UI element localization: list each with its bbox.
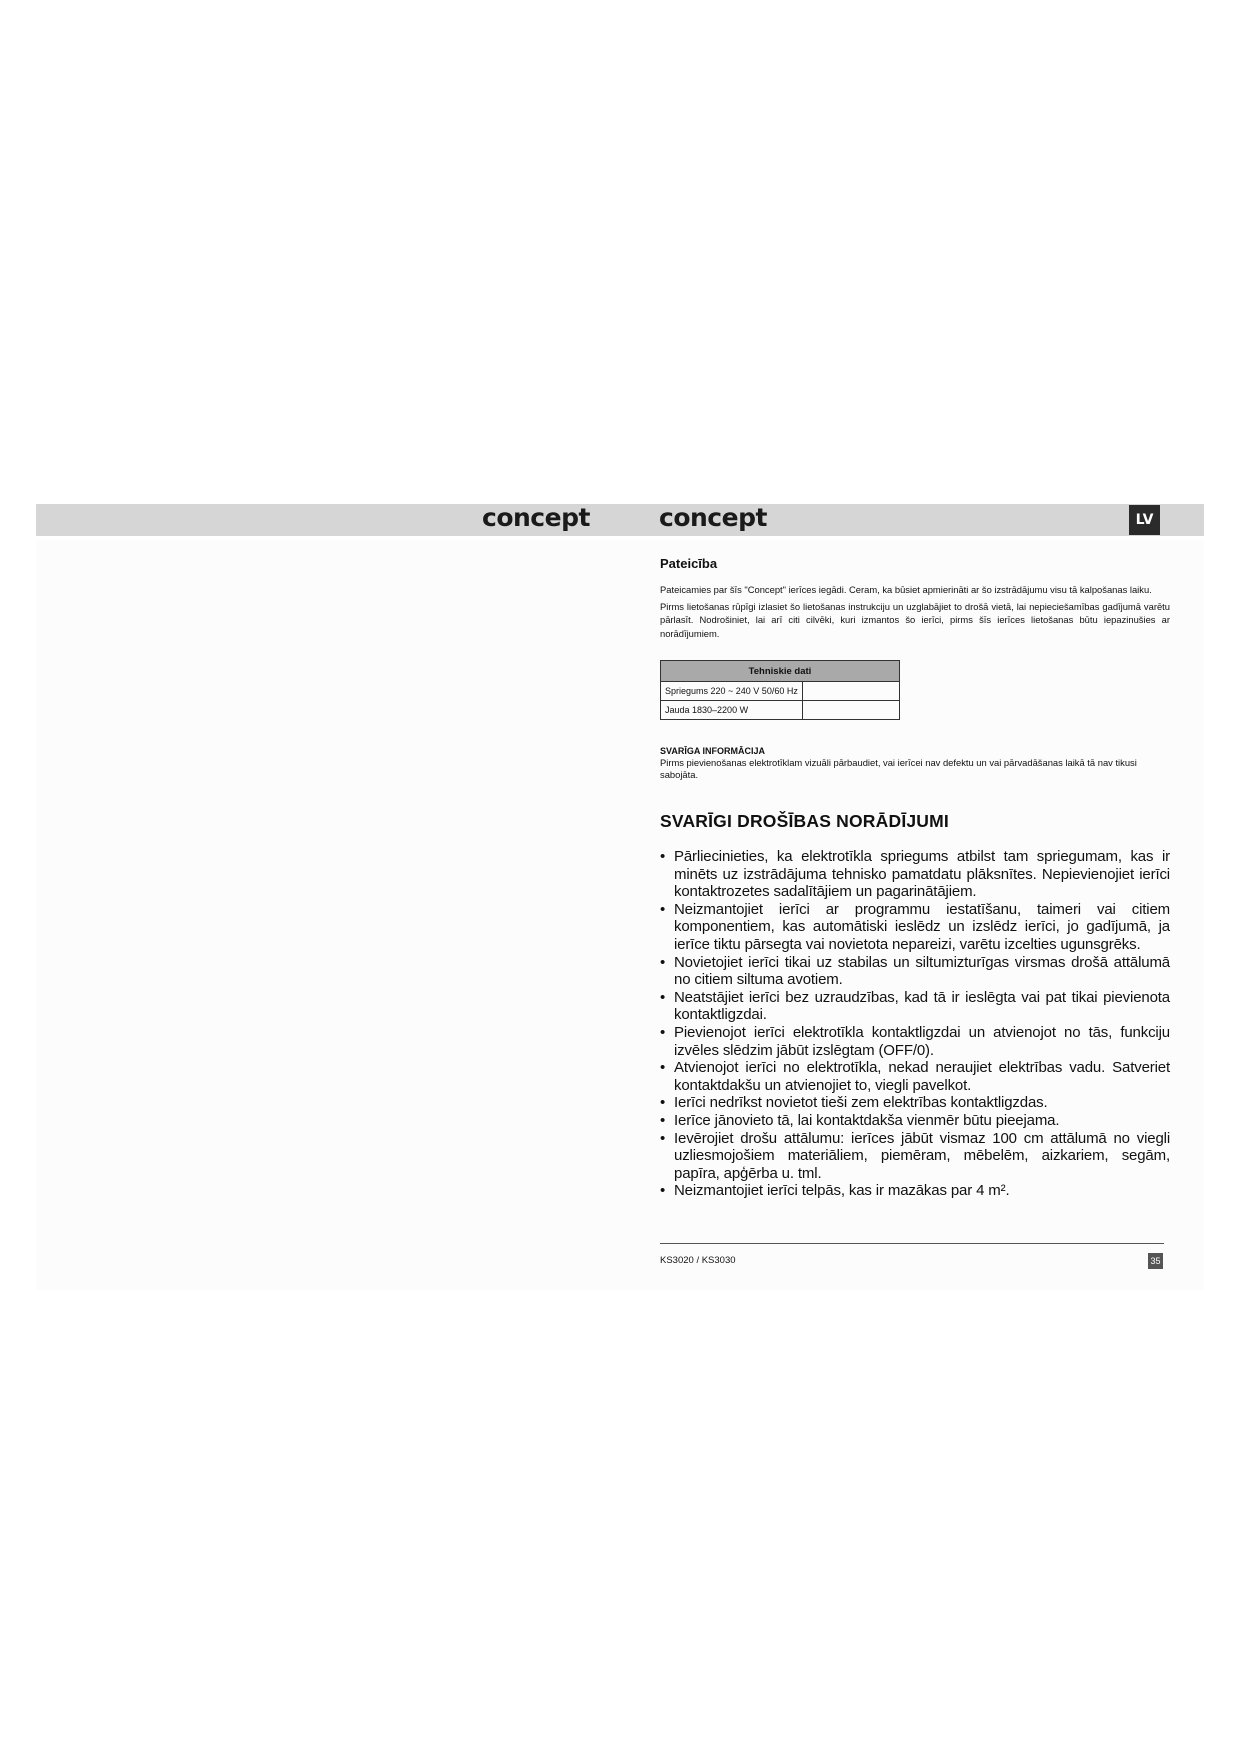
bullet-icon: • xyxy=(660,848,666,865)
list-item: • Neatstājiet ierīci bez uzraudzības, kad tā ir ieslēgta vai pat tikai pievienota kontaktligzdai. xyxy=(660,988,1170,1024)
bullet-icon: • xyxy=(660,1094,666,1112)
list-item: • Neizmantojiet ierīci telpās, kas ir mazākas par 4 m². xyxy=(660,1182,1010,1200)
bullet-icon: • xyxy=(660,1111,666,1129)
footer-model: KS3020 / KS3030 xyxy=(660,1255,736,1266)
list-item: • Novietojiet ierīci tikai uz stabilas un siltumizturīgas virsmas drošā attālumā no citiem siltuma avotiem. xyxy=(660,953,1170,989)
table-cell xyxy=(802,701,899,720)
list-item: • Pārliecinieties, ka elektrotīkla spriegums atbilst tam spriegumam, kas ir minēts uz izstrādājuma tehnisko pamatdatu plāksnītes. Nepievienojiet ierīci kontaktrozetes sadalītājiem un pagarinātājiem. xyxy=(660,848,1170,901)
bullet-icon: • xyxy=(660,900,666,918)
table-cell xyxy=(802,682,899,701)
tech-specs-header: Tehniskie dati xyxy=(661,661,900,682)
bullet-icon: • xyxy=(660,988,666,1006)
list-item: • Atvienojot ierīci no elektrotīkla, nekad neraujiet elektrības vadu. Satveriet kontaktdakšu un atvienojiet to, viegli pavelkot. xyxy=(660,1059,1170,1094)
safety-list xyxy=(660,848,1170,1200)
table-cell: Jauda 1830–2200 W xyxy=(661,701,803,720)
list-item: • Pievienojot ierīci elektrotīkla kontaktligzdai un atvienojot no tās, funkciju izvēles slēdzim jābūt izslēgtam (OFF/0). xyxy=(660,1023,1170,1059)
thanks-title: Pateicība xyxy=(660,556,718,571)
brand-logo-right: concept xyxy=(659,503,767,532)
footer-divider xyxy=(660,1243,1164,1244)
header-band xyxy=(36,504,1204,536)
tech-specs-table xyxy=(660,660,900,720)
table-row xyxy=(661,682,900,701)
thanks-paragraph-1: Pateicamies par šīs "Concept" ierīces iegādi. Ceram, ka būsiet apmierināti ar šo izstrādājumu visu tā kalpošanas laiku. xyxy=(660,584,1152,595)
list-item: • Ierīci nedrīkst novietot tieši zem elektrības kontaktligzdas. xyxy=(660,1094,1048,1112)
bullet-icon: • xyxy=(660,1023,666,1041)
bullet-icon: • xyxy=(660,1059,666,1077)
bullet-icon: • xyxy=(660,1182,666,1200)
language-badge: LV xyxy=(1129,505,1160,535)
list-item: • Neizmantojiet ierīci ar programmu iestatīšanu, taimeri vai citiem komponentiem, kas automātiski ieslēdz un izslēdz ierīci, jo gadījumā, ja ierīce tiktu pārsegta vai novietota nepareizi, varētu izcelties ugunsgrēks. xyxy=(660,900,1170,953)
brand-logo-left: concept xyxy=(482,503,590,532)
list-item: • Ievērojiet drošu attālumu: ierīces jābūt vismaz 100 cm attālumā no viegli uzliesmojošiem materiāliem, piemēram, mēbelēm, aizkariem, segām, papīra, apģērba u. tml. xyxy=(660,1129,1170,1182)
page-content xyxy=(660,556,1170,1200)
important-info-title: SVARĪGA INFORMĀCIJA xyxy=(660,746,766,756)
table-row xyxy=(661,701,900,720)
important-info-text: Pirms pievienošanas elektrotīklam vizuāli pārbaudiet, vai ierīcei nav defektu un vai pārvadāšanas laikā tā nav tikusi sabojāta. xyxy=(660,757,1137,780)
page-number: 35 xyxy=(1148,1253,1163,1269)
safety-title: SVARĪGI DROŠĪBAS NORĀDĪJUMI xyxy=(660,811,949,831)
list-item: • Ierīce jānovieto tā, lai kontaktdakša vienmēr būtu pieejama. xyxy=(660,1111,1060,1129)
thanks-paragraph-2: Pirms lietošanas rūpīgi izlasiet šo lietošanas instrukciju un uzglabājiet to drošā vietā, lai nepieciešamības gadījumā varētu pārlasīt. Nodrošiniet, lai arī citi cilvēki, kuri izmantos šo ierīci, pirms šīs ierīces lietošanas būtu iepazinušies ar norādījumiem. xyxy=(660,600,1170,639)
bullet-icon: • xyxy=(660,953,666,971)
bullet-icon: • xyxy=(660,1129,666,1147)
table-cell: Spriegums 220 ~ 240 V 50/60 Hz xyxy=(661,682,803,701)
